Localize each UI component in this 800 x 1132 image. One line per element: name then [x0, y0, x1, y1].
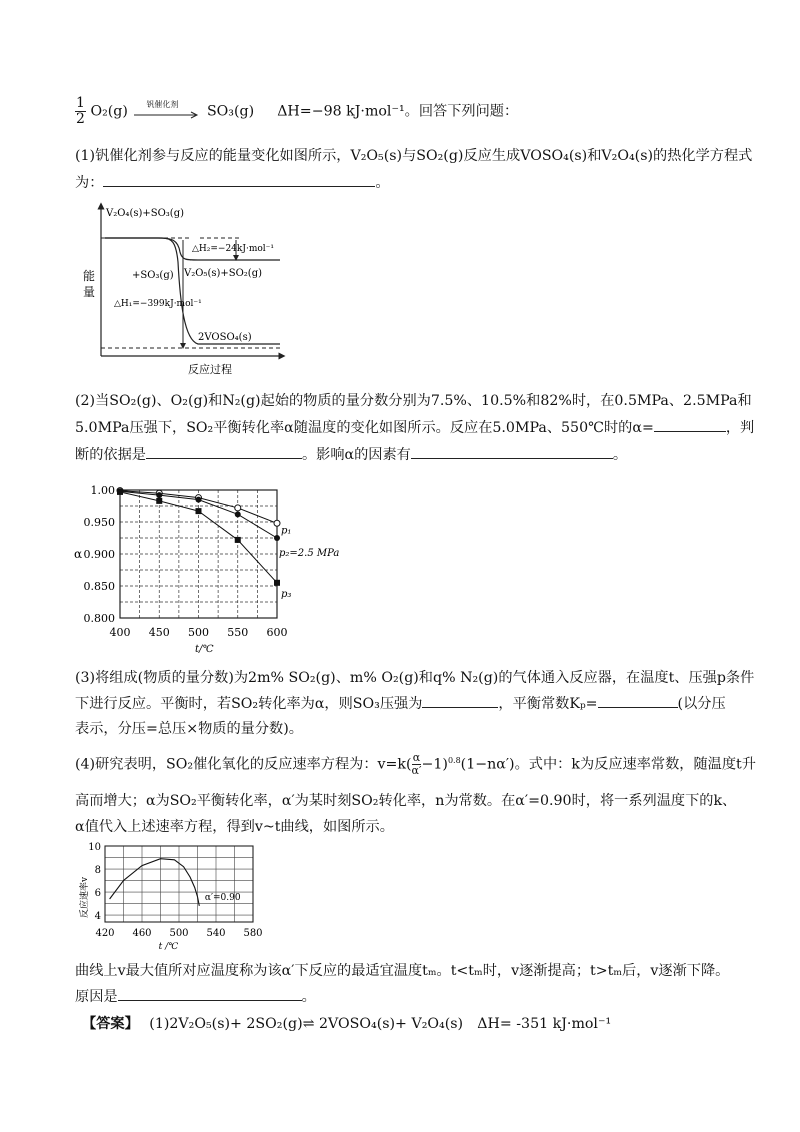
data-point-open	[235, 505, 241, 511]
fig1-mid-right: V₂O₅(s)+SO₂(g)	[184, 268, 263, 279]
curve-annotation: α′=0.90	[204, 893, 241, 904]
x-tick-label: 450	[148, 626, 170, 639]
series-label: p₃	[281, 588, 292, 600]
y-axis-label: 反应速率v	[80, 876, 90, 918]
y-tick-label: 0.850	[83, 580, 115, 593]
fig1-x-label: 反应过程	[188, 363, 232, 376]
q4-line2: 高而增大；α为SO₂平衡转化率，α′为某时刻SO₂转化率，n为常数。在α′=0.90时，将一系列温度下的k、	[75, 793, 737, 809]
data-point-filled	[156, 492, 162, 498]
energy-diagram	[80, 200, 290, 380]
y-tick-label: 10	[88, 842, 101, 853]
q4-line4: 曲线上v最大值所对应温度称为该α′下反应的最适宜温度tₘ。t<tₘ时，v逐渐提高；t>tₘ后，v逐渐下降。	[75, 963, 730, 979]
q1-line1: (1)钒催化剂参与反应的能量变化如图所示，V₂O₅(s)与SO₂(g)反应生成VOSO₄(s)和V₂O₄(s)的热化学方程式	[75, 148, 753, 164]
reactant-o2: O₂(g)	[90, 103, 128, 120]
series-label: p₁	[281, 525, 292, 537]
y-tick-label: 0.800	[83, 612, 115, 625]
q4-line5: 原因是 。	[75, 986, 316, 1006]
data-point-filled	[196, 497, 202, 503]
x-tick-label: 500	[188, 626, 209, 639]
data-point-open	[274, 520, 280, 526]
q4-reason-blank[interactable]	[118, 986, 302, 1001]
y-axis-label: α	[74, 547, 83, 561]
data-point-square	[274, 580, 280, 586]
series-label: p₂=2.5 MPa	[279, 548, 340, 559]
q2-line2: 5.0MPa压强下，SO₂平衡转化率α随温度的变化如图所示。反应在5.0MPa、550℃时的α= ，判	[75, 417, 754, 437]
fig1-dh1: △H₁=−399kJ·mol⁻¹	[114, 299, 202, 309]
q3-so3-pressure-blank[interactable]	[422, 693, 498, 708]
y-tick-label: 0.900	[83, 548, 115, 561]
q2-basis-blank[interactable]	[146, 444, 302, 459]
q2-alpha-blank[interactable]	[654, 417, 726, 432]
fig1-top-label: V₂O₄(s)+SO₃(g)	[106, 208, 185, 219]
x-tick-label: 500	[169, 928, 189, 939]
q2-line1: (2)当SO₂(g)、O₂(g)和N₂(g)起始的物质的量分数分别为7.5%、10.5%和82%时，在0.5MPa、2.5MPa和	[75, 393, 752, 409]
alpha-temperature-chart	[70, 478, 360, 663]
q2-line3: 断的依据是 。影响α的因素有 。	[75, 444, 627, 464]
catalyst-arrow	[132, 99, 202, 119]
x-tick-label: 460	[132, 928, 152, 939]
x-tick-label: 580	[243, 928, 263, 939]
fig1-y-label-1: 能	[83, 269, 96, 283]
y-tick-label: 8	[94, 865, 101, 877]
x-axis-label: t/℃	[195, 644, 214, 655]
q2-factors-blank[interactable]	[411, 444, 613, 459]
q3-line1: (3)将组成(物质的量分数)为2m% SO₂(g)、m% O₂(g)和q% N₂(g)的气体通入反应器，在温度t、压强p条件	[75, 670, 755, 686]
data-point-square	[235, 537, 241, 543]
data-point-square	[117, 489, 123, 495]
rate-temperature-chart	[75, 838, 275, 956]
x-tick-label: 400	[109, 626, 131, 639]
answer-text: (1)2V₂O₅(s)+ 2SO₂(g)⇌ 2VOSO₄(s)+ V₂O₄(s) ΔH= -351 kJ·mol⁻¹	[149, 1016, 612, 1032]
rate-curve	[110, 859, 200, 906]
q1-line2: 为： 。	[75, 172, 390, 192]
answer-tag: 【答案】	[82, 1016, 139, 1032]
y-tick-label: 4	[94, 911, 101, 923]
x-tick-label: 550	[227, 626, 249, 639]
q3-kp-blank[interactable]	[598, 693, 678, 708]
data-point-filled	[274, 535, 280, 541]
fig1-dh2: △H₂=−24kJ·mol⁻¹	[192, 244, 275, 254]
x-tick-label: 420	[95, 928, 115, 939]
product-so3: SO₃(g)	[206, 103, 255, 120]
catalyst-label: 钒催化剂	[146, 99, 179, 109]
q4-line3: α值代入上述速率方程，得到v~t曲线，如图所示。	[75, 819, 394, 835]
data-point-square	[156, 498, 162, 504]
x-axis-label: t /℃	[158, 942, 179, 952]
q3-line2: 下进行反应。平衡时，若SO₂转化率为α，则SO₃压强为 ，平衡常数Kₚ= (以分压	[75, 693, 726, 713]
header-equation	[75, 96, 518, 127]
q4-line1: (4)研究表明，SO₂催化氧化的反应速率方程为：v=k( $\frac{\alpha}{\alpha'}$ −1)$^{0.8}$(1−nα′)。式中：k为反应速率常数，随温度t升	[75, 751, 756, 777]
x-tick-label: 540	[206, 928, 226, 939]
q1-answer-blank[interactable]	[103, 172, 375, 187]
y-tick-label: 0.950	[83, 516, 115, 529]
x-tick-label: 600	[266, 626, 288, 639]
q3-line3: 表示，分压=总压×物质的量分数)。	[75, 721, 303, 737]
fig1-mid-left: +SO₃(g)	[132, 270, 174, 281]
data-point-square	[196, 508, 202, 514]
rate-fraction: $\frac{\alpha}{\alpha'}$	[411, 751, 422, 777]
fig1-y-label-2: 量	[83, 285, 96, 299]
y-tick-label: 1.00	[90, 484, 115, 497]
answer-line	[82, 1013, 611, 1033]
y-tick-label: 6	[94, 888, 101, 900]
enthalpy-text: ΔH=−98 kJ·mol⁻¹。回答下列问题：	[277, 103, 519, 120]
half-fraction: $\frac{1}{2}$	[76, 95, 85, 127]
reaction-arrow-icon	[132, 107, 202, 121]
fig1-bottom-label: 2VOSO₄(s)	[198, 332, 252, 343]
data-point-filled	[235, 511, 241, 517]
